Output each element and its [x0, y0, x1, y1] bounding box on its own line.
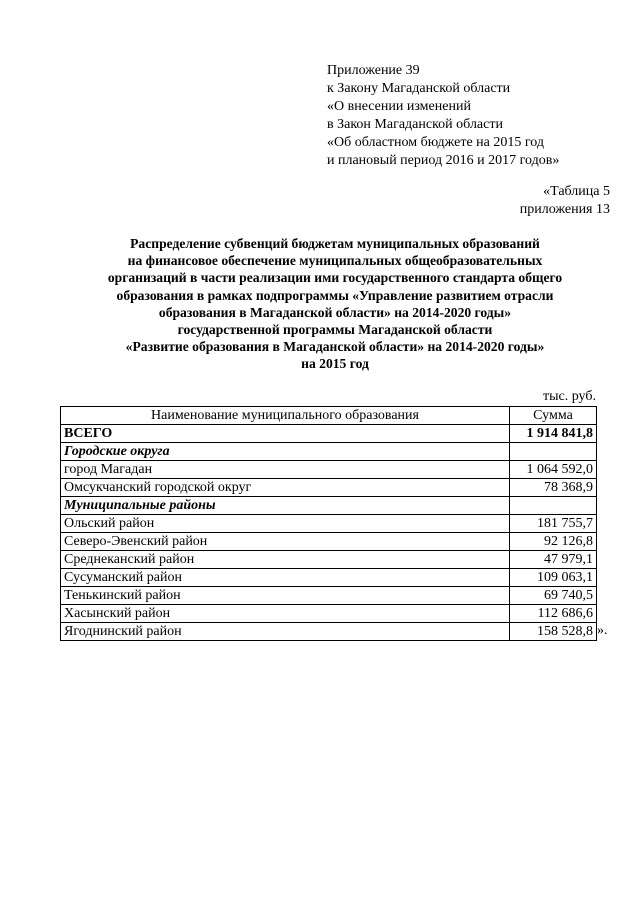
title-line: Распределение субвенций бюджетам муниципальных образований	[130, 236, 540, 251]
municipality-name: город Магадан	[61, 461, 510, 479]
group-row	[61, 443, 597, 461]
municipality-sum: 69 740,5	[510, 587, 597, 605]
municipality-sum: 1 064 592,0	[510, 461, 597, 479]
total-row	[61, 425, 597, 443]
header-line: «О внесении изменений	[327, 99, 471, 114]
municipality-name: Ольский район	[61, 515, 510, 533]
header-line: «Об областном бюджете на 2015 год	[327, 135, 544, 150]
subsidy-table	[60, 406, 597, 641]
municipality-sum: 109 063,1	[510, 569, 597, 587]
group-title: Городские округа	[61, 443, 510, 461]
title-line: на 2015 год	[301, 356, 369, 372]
group-row	[61, 497, 597, 515]
title-line: образования в Магаданской области» на 2014-2020 годы»	[158, 304, 512, 320]
table-ref-line: приложения 13	[519, 202, 610, 217]
header-line: и плановый период 2016 и 2017 годов»	[327, 153, 560, 168]
table-row	[61, 605, 597, 623]
municipality-name: Хасынский район	[61, 605, 510, 623]
table-reference	[520, 183, 610, 219]
document-title	[40, 235, 630, 373]
municipality-sum: 78 368,9	[510, 479, 597, 497]
unit-label: тыс. руб.	[543, 389, 596, 404]
title-line: образования в рамках подпрограммы «Управление развитием отрасли	[116, 287, 554, 303]
group-empty-cell	[510, 443, 597, 461]
title-line: на финансовое обеспечение муниципальных общеобразовательных	[127, 253, 543, 269]
municipality-name: Ягоднинский район	[61, 623, 510, 641]
municipality-sum: 181 755,7	[510, 515, 597, 533]
municipality-name: Омсукчанский городской округ	[61, 479, 510, 497]
table-ref-line: «Таблица 5	[543, 184, 610, 199]
column-header-sum: Сумма	[510, 407, 597, 425]
table-row	[61, 569, 597, 587]
municipality-name: Среднеканский район	[61, 551, 510, 569]
group-empty-cell	[510, 497, 597, 515]
table-row	[61, 515, 597, 533]
title-line: государственной программы Магаданской области	[177, 322, 493, 338]
municipality-sum: 112 686,6	[510, 605, 597, 623]
municipality-name: Сусуманский район	[61, 569, 510, 587]
total-label: ВСЕГО	[61, 425, 510, 443]
appendix-header	[327, 62, 627, 170]
table-row	[61, 479, 597, 497]
municipality-sum: 92 126,8	[510, 533, 597, 551]
table-header-row	[61, 407, 597, 425]
municipality-name: Тенькинский район	[61, 587, 510, 605]
municipality-name: Северо-Эвенский район	[61, 533, 510, 551]
title-line: организаций в части реализации ими государственного стандарта общего	[107, 270, 563, 286]
table-row	[61, 587, 597, 605]
header-line: в Закон Магаданской области	[327, 117, 503, 132]
table-row	[61, 623, 597, 641]
header-line: к Закону Магаданской области	[327, 81, 511, 96]
header-line: Приложение 39	[327, 63, 420, 78]
municipality-sum: 158 528,8	[510, 623, 597, 641]
column-header-name: Наименование муниципального образования	[61, 407, 510, 425]
total-value: 1 914 841,8	[510, 425, 597, 443]
table-row	[61, 551, 597, 569]
municipality-sum: 47 979,1	[510, 551, 597, 569]
table-row	[61, 533, 597, 551]
title-line: «Развитие образования в Магаданской области» на 2014-2020 годы»	[125, 339, 545, 355]
table-row	[61, 461, 597, 479]
closing-quote-mark: ».	[597, 623, 608, 638]
group-title: Муниципальные районы	[61, 497, 510, 515]
